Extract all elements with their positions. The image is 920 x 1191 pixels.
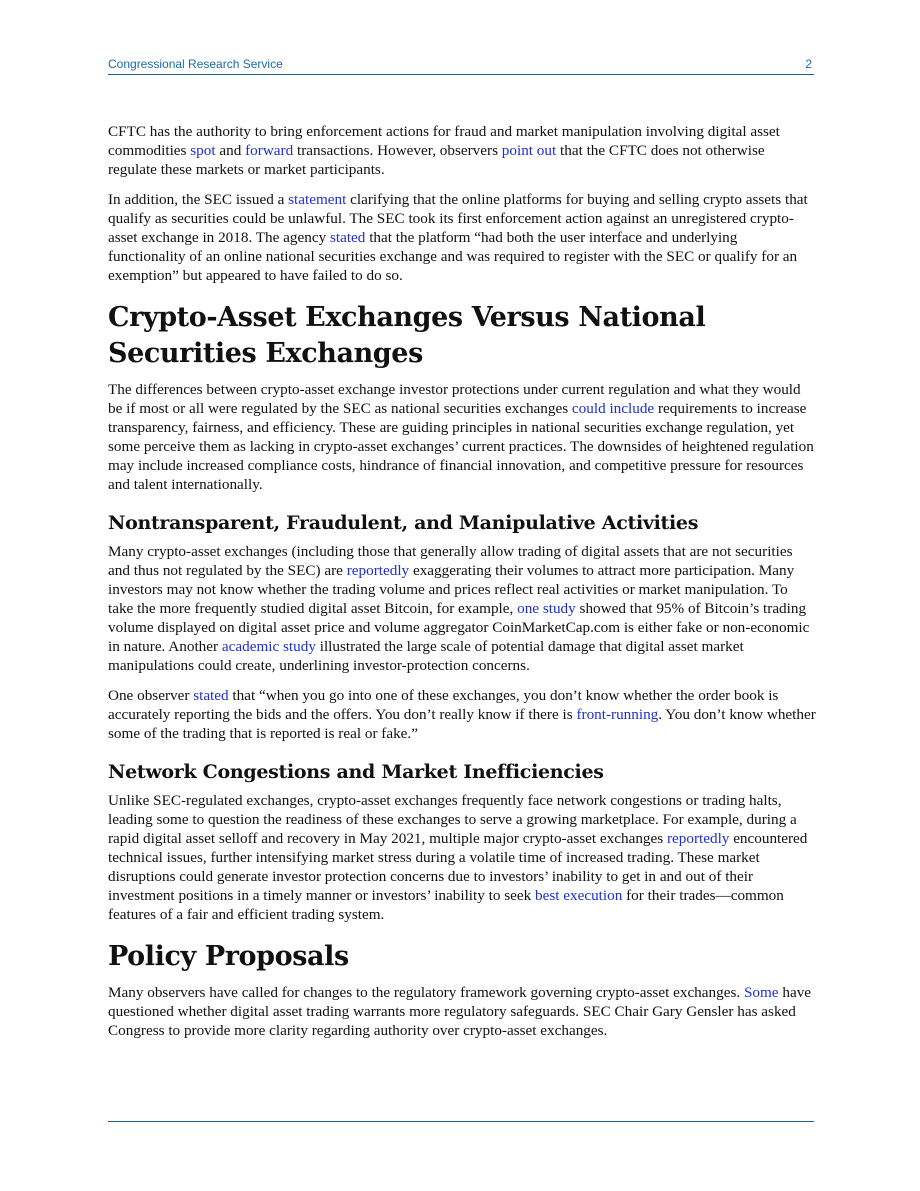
document-body <box>108 122 816 1051</box>
paragraph-observer-quote <box>108 686 816 743</box>
header-organization: Congressional Research Service <box>108 57 283 71</box>
text-run: requirements to increase transparency, fairness, and efficiency. These are guiding principles in national securities exchange regulation, yet some perceive them as lacking in crypto-asset exchanges’ current practices. The downsides of heightened regulation may include increased compliance costs, hindrance of financial innovation, and competitive pressure for resources and talent internationally. <box>108 400 814 493</box>
link-reportedly-issues[interactable]: reportedly <box>666 830 730 847</box>
link-forward[interactable]: forward <box>245 142 294 159</box>
page-header <box>108 56 814 75</box>
link-front-running[interactable]: front-running <box>576 706 659 723</box>
subsection-heading-network: Network Congestions and Market Inefficiencies <box>108 761 604 783</box>
paragraph-volume-exaggeration <box>108 542 816 675</box>
text-run: that “when you go into one of these exchanges, you don’t know whether the order book is accurately reporting the bids and the offers. You don’t really know if there is <box>108 687 779 723</box>
paragraph-cftc-authority <box>108 122 816 179</box>
link-stated-observer[interactable]: stated <box>193 687 229 704</box>
text-run: Many observers have called for changes to the regulatory framework governing crypto-asset exchanges. <box>108 984 744 1001</box>
text-run: Unlike SEC-regulated exchanges, crypto-asset exchanges frequently face network congestions or trading halts, leading some to question the readiness of these exchanges to serve a growing marketplace. For example, during a rapid digital asset selloff and recovery in May 2021, multiple major crypto-asset exchanges <box>108 792 797 847</box>
link-statement[interactable]: statement <box>288 191 347 208</box>
link-some[interactable]: Some <box>743 984 779 1001</box>
link-point-out[interactable]: point out <box>501 142 557 159</box>
text-run: CFTC has the authority to bring enforcement actions for fraud and market manipulation involving digital asset commodities <box>108 123 780 159</box>
text-run: that the platform “had both the user interface and underlying functionality of an online national securities exchange and was required to register with the SEC or qualify for an exemption” but appeared to have failed to do so. <box>108 229 798 284</box>
text-run: and <box>215 142 246 159</box>
text-run: have questioned whether digital asset trading warrants more regulatory safeguards. SEC Chair Gary Gensler has asked Congress to provide more clarity regarding authority over crypto-asset exchanges. <box>108 984 812 1039</box>
text-run: One observer <box>108 687 194 704</box>
section-heading-exchanges: Crypto-Asset Exchanges Versus National Securities Exchanges <box>108 302 706 369</box>
section-heading-policy: Policy Proposals <box>108 941 349 972</box>
text-run: The differences between crypto-asset exchange investor protections under current regulation and what they would be if most or all were regulated by the SEC as national securities exchanges <box>108 381 801 417</box>
link-reportedly[interactable]: reportedly <box>346 562 410 579</box>
link-spot[interactable]: spot <box>190 142 216 159</box>
text-run: encountered technical issues, further intensifying market stress during a volatile time of increased trading. These market disruptions could generate investor protection concerns due to investors’ inability to get in and out of their investment positions in a timely manner or investors’ inability to seek <box>108 830 808 904</box>
link-stated[interactable]: stated <box>329 229 366 246</box>
text-run: clarifying that the online platforms for buying and selling crypto assets that qualify as securities could be unlawful. The SEC took its first enforcement action against an unregistered crypto-asset exchange in 2018. The agency <box>108 191 808 246</box>
text-run: for their trades—common features of a fair and efficient trading system. <box>108 887 784 923</box>
link-best-execution[interactable]: best execution <box>535 887 623 904</box>
subsection-heading-nontransparent: Nontransparent, Fraudulent, and Manipulative Activities <box>108 512 699 534</box>
text-run: Many crypto-asset exchanges (including those that generally allow trading of digital assets that are not securities and thus not regulated by the SEC) are <box>108 543 793 579</box>
paragraph-policy-proposals <box>108 983 816 1040</box>
footer-divider <box>108 1121 814 1122</box>
link-one-study[interactable]: one study <box>517 600 576 617</box>
text-run: exaggerating their volumes to attract more participation. Many investors may not know whether the trading volume and prices reflect real activities or market manipulation. To take the more frequently studied digital asset Bitcoin, for example, <box>108 562 795 617</box>
text-run: transactions. However, observers <box>293 142 502 159</box>
link-academic-study[interactable]: academic study <box>221 638 316 655</box>
paragraph-network-congestion <box>108 791 816 924</box>
text-run: showed that 95% of Bitcoin’s trading volume displayed on digital asset price and volume aggregator CoinMarketCap.com is either fake or non-economic in nature. Another <box>108 600 810 655</box>
page-number: 2 <box>805 57 812 71</box>
paragraph-sec-statement <box>108 190 816 285</box>
text-run: In addition, the SEC issued a <box>108 191 289 208</box>
text-run: that the CFTC does not otherwise regulate these markets or market participants. <box>108 142 765 178</box>
paragraph-differences <box>108 380 816 494</box>
text-run: illustrated the large scale of potential damage that digital asset market manipulations could create, underlining investor-protection concerns. <box>108 638 744 674</box>
link-could-include[interactable]: could include <box>571 400 655 417</box>
text-run: . You don’t know whether some of the trading that is reported is real or fake.” <box>108 706 816 742</box>
